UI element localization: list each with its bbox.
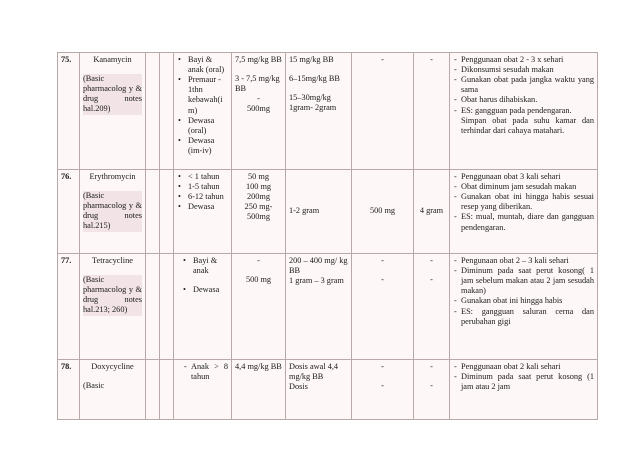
row-number: 78.	[58, 360, 80, 420]
empty-cell	[146, 53, 160, 170]
table-row	[58, 53, 598, 170]
notes-cell	[450, 360, 598, 420]
empty-cell	[160, 360, 174, 420]
population-item: • < 1 tahun	[186, 172, 228, 182]
empty-cell	[146, 254, 160, 360]
row-number: 75.	[58, 53, 80, 170]
drug-reference: (Basic	[83, 381, 105, 391]
population-item: - Anak > 8 tahun	[191, 362, 228, 382]
population-cell	[174, 360, 232, 420]
dose-line: 200 – 400 mg/ kg BB	[289, 256, 348, 276]
population-item: • Bayi & anak (oral)	[186, 55, 228, 75]
dose-line: -	[381, 275, 384, 285]
note-item: - Pengunaan obat 2 – 3 kali sehari	[461, 256, 594, 266]
adult-dose-cell	[286, 170, 352, 254]
population-item: • Premaur - 1thn kebawah(i m)	[186, 75, 228, 115]
dose-line: Dosis	[289, 382, 308, 392]
dose-line: 1 gram – 3 gram	[289, 276, 344, 286]
dose-cell-a	[352, 360, 414, 420]
dose-line: -	[430, 275, 433, 285]
dose-line: -	[381, 256, 384, 265]
dose-line: 3 - 7,5 mg/kg BB	[235, 74, 280, 94]
population-cell	[174, 170, 232, 254]
drug-name: Doxycycline	[91, 362, 134, 371]
dose-cell-a	[352, 254, 414, 360]
dose-line: 500mg	[246, 212, 271, 222]
population-item: • Dewasa	[186, 202, 228, 212]
empty-cell	[160, 170, 174, 254]
dose-line: -	[430, 381, 433, 391]
note-item: Simpan obat pada suhu kamar dan terhindar dari cahaya matahari.	[461, 115, 594, 135]
notes-cell	[450, 170, 598, 254]
dose-line: 4,4 mg/kg BB	[235, 362, 282, 371]
dose-line: 7,5 mg/kg BB	[235, 55, 282, 64]
note-item: - Gunakan obat ini hingga habis	[461, 296, 594, 306]
empty-cell	[146, 360, 160, 420]
drug-dosage-table	[57, 52, 598, 420]
table-row	[58, 170, 598, 254]
drug-reference: (Basic pharmacolog y & drug notes hal.215)	[83, 191, 142, 231]
dose-line: 500 mg	[245, 275, 272, 285]
dose-cell-a: 500 mg	[352, 170, 414, 254]
drug-name: Erythromycin	[89, 172, 136, 181]
dose-cell-b: -	[414, 53, 450, 170]
population-item: • Dewasa (oral)	[186, 116, 228, 136]
dose-line: Dosis awal 4,4 mg/kg BB	[289, 362, 339, 382]
table-row	[58, 360, 598, 420]
dose-line: 200mg	[246, 192, 271, 202]
note-item: - Penggunaan obat 2 kali sehari	[461, 362, 594, 372]
note-item: - ES: gangguan pada pendengaran.	[461, 106, 594, 116]
dose-line: -	[257, 256, 260, 265]
note-item: - Dikonsumsi sesudah makan	[461, 65, 594, 75]
adult-dose-cell	[286, 254, 352, 360]
dose-line: 1gram- 2gram	[289, 103, 337, 113]
drug-cell	[80, 170, 146, 254]
dose-cell-a: -	[352, 53, 414, 170]
adult-dose-cell	[286, 53, 352, 170]
note-item: - Penggunaan obat 3 kali sehari	[461, 172, 594, 182]
pediatric-dose-cell	[232, 254, 286, 360]
dose-line: 500mg	[246, 104, 271, 114]
drug-reference: (Basic pharmacolog y & drug notes hal.209)	[83, 74, 142, 114]
note-item: - Diminum pada saat perut kosong (1 jam atau 2 jam	[461, 372, 594, 392]
row-number: 76.	[58, 170, 80, 254]
note-item: - Obat diminum jam sesudah makan	[461, 182, 594, 192]
adult-dose-cell	[286, 360, 352, 420]
drug-name: Kanamycin	[93, 55, 132, 64]
note-item: - Obat harus dihabiskan.	[461, 95, 594, 105]
notes-cell	[450, 53, 598, 170]
note-item: - Diminum pada saat perut kosong( 1 jam sebelum makan atau 2 jam sesudah makan)	[461, 266, 594, 296]
empty-cell	[160, 53, 174, 170]
dose-line: 6–15mg/kg BB	[289, 74, 340, 84]
pediatric-dose-cell	[232, 170, 286, 254]
population-item: • 1-5 tahun	[186, 182, 228, 192]
drug-cell	[80, 53, 146, 170]
dose-line: 50 mg	[248, 172, 269, 181]
note-item: - ES: gangguan saluran cerna dan perubahan gigi	[461, 307, 594, 327]
table-row	[58, 254, 598, 360]
empty-cell	[160, 254, 174, 360]
dose-line: -	[381, 362, 384, 371]
pediatric-dose-cell	[232, 360, 286, 420]
notes-cell	[450, 254, 598, 360]
row-number: 77.	[58, 254, 80, 360]
drug-cell	[80, 360, 146, 420]
note-item: - Gunakan obat pada jangka waktu yang sama	[461, 75, 594, 95]
dose-line: -	[430, 362, 433, 371]
dose-line: 100 mg	[245, 182, 272, 192]
dose-cell-b	[414, 360, 450, 420]
pediatric-dose-cell	[232, 53, 286, 170]
drug-reference: (Basic pharmacolog y & drug notes hal.213; 260)	[83, 275, 142, 315]
population-item: • 6-12 tahun	[186, 192, 228, 202]
dose-line: 15 mg/kg BB	[289, 55, 334, 64]
population-item: • Dewasa	[191, 285, 228, 295]
population-cell	[174, 254, 232, 360]
empty-cell	[146, 170, 160, 254]
population-cell	[174, 53, 232, 170]
dose-line: -	[381, 381, 384, 391]
dose-line: 15–30mg/kg	[289, 93, 331, 103]
dose-line: 250 mg-	[244, 202, 273, 212]
population-item: • Bayi & anak	[191, 256, 228, 276]
dose-line: -	[257, 94, 260, 104]
dose-line: -	[430, 256, 433, 265]
note-item: - Gunakan obat ini hingga habis sesuai resep yang diberikan.	[461, 192, 594, 212]
drug-cell	[80, 254, 146, 360]
note-item: - Penggunaan obat 2 - 3 x sehari	[461, 55, 594, 65]
dose-cell-b	[414, 254, 450, 360]
dose-line: 1-2 gram	[289, 206, 320, 216]
note-item: - ES: mual, muntah, diare dan gangguan pendengaran.	[461, 212, 594, 232]
population-item: • Dewasa (im-iv)	[186, 136, 228, 156]
dose-cell-b: 4 gram	[414, 170, 450, 254]
drug-name: Tetracycline	[92, 256, 133, 265]
